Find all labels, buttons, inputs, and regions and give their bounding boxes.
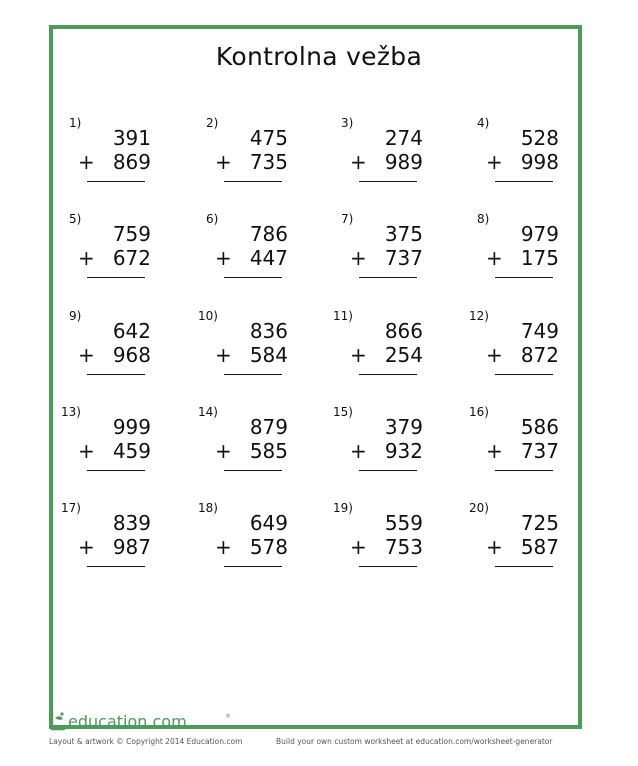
addend-top: 839 (112, 511, 151, 535)
addend-bottom: 737 (384, 246, 423, 270)
addend-top: 879 (249, 415, 288, 439)
addend-bottom: 447 (249, 246, 288, 270)
addend-top: 999 (112, 415, 151, 439)
problem-number: 18) (198, 501, 218, 515)
answer-line (224, 181, 282, 182)
addend-top: 475 (249, 126, 288, 150)
plus-sign: + (350, 343, 367, 367)
plus-sign: + (350, 535, 367, 559)
logo-registered-mark: ® (225, 713, 231, 720)
addend-top: 274 (384, 126, 423, 150)
problem-number: 16) (469, 405, 489, 419)
problem-19 (323, 501, 433, 581)
plus-sign: + (78, 246, 95, 270)
addend-top: 749 (520, 319, 559, 343)
problem-number: 10) (198, 309, 218, 323)
addend-top: 836 (249, 319, 288, 343)
plus-sign: + (350, 439, 367, 463)
problem-6 (188, 212, 298, 292)
plus-sign: + (78, 343, 95, 367)
plus-sign: + (78, 535, 95, 559)
addend-bottom: 585 (249, 439, 288, 463)
addend-bottom: 459 (112, 439, 151, 463)
answer-line (224, 374, 282, 375)
addend-top: 759 (112, 222, 151, 246)
problem-number: 6) (206, 212, 219, 226)
answer-line (87, 470, 145, 471)
plus-sign: + (350, 246, 367, 270)
problem-10 (188, 309, 298, 389)
problem-15 (323, 405, 433, 485)
plus-sign: + (215, 439, 232, 463)
problem-20 (459, 501, 569, 581)
answer-line (224, 470, 282, 471)
addend-top: 559 (384, 511, 423, 535)
problem-17 (51, 501, 161, 581)
addend-bottom: 989 (384, 150, 423, 174)
addend-top: 649 (249, 511, 288, 535)
addend-top: 375 (384, 222, 423, 246)
answer-line (87, 374, 145, 375)
plus-sign: + (215, 246, 232, 270)
problem-number: 4) (477, 116, 490, 130)
answer-line (87, 181, 145, 182)
problem-14 (188, 405, 298, 485)
problem-8 (459, 212, 569, 292)
addend-bottom: 672 (112, 246, 151, 270)
plus-sign: + (350, 150, 367, 174)
problem-number: 5) (69, 212, 82, 226)
problem-number: 9) (69, 309, 82, 323)
addend-top: 866 (384, 319, 423, 343)
plus-sign: + (486, 439, 503, 463)
addend-top: 725 (520, 511, 559, 535)
copyright-text: Layout & artwork © Copyright 2014 Education.com (49, 737, 243, 746)
addend-bottom: 869 (112, 150, 151, 174)
problem-number: 7) (341, 212, 354, 226)
answer-line (495, 566, 553, 567)
answer-line (359, 374, 417, 375)
addend-bottom: 578 (249, 535, 288, 559)
answer-line (87, 566, 145, 567)
problem-1 (51, 116, 161, 196)
problem-number: 14) (198, 405, 218, 419)
plus-sign: + (215, 150, 232, 174)
plus-sign: + (486, 343, 503, 367)
addend-bottom: 587 (520, 535, 559, 559)
problem-4 (459, 116, 569, 196)
logo-text: education.com (68, 712, 187, 731)
addend-top: 642 (112, 319, 151, 343)
answer-line (495, 374, 553, 375)
problem-number: 3) (341, 116, 354, 130)
problem-12 (459, 309, 569, 389)
problem-18 (188, 501, 298, 581)
addend-top: 586 (520, 415, 559, 439)
addend-top: 528 (520, 126, 559, 150)
problem-3 (323, 116, 433, 196)
worksheet-title: Kontrolna vežba (215, 42, 423, 71)
addend-bottom: 872 (520, 343, 559, 367)
plus-sign: + (486, 246, 503, 270)
plus-sign: + (78, 150, 95, 174)
problem-13 (51, 405, 161, 485)
problem-number: 19) (333, 501, 353, 515)
problem-9 (51, 309, 161, 389)
problem-number: 2) (206, 116, 219, 130)
problem-number: 15) (333, 405, 353, 419)
problem-number: 17) (61, 501, 81, 515)
answer-line (359, 277, 417, 278)
problem-number: 1) (69, 116, 82, 130)
problem-number: 11) (333, 309, 353, 323)
answer-line (359, 470, 417, 471)
problem-16 (459, 405, 569, 485)
addend-top: 786 (249, 222, 288, 246)
plus-sign: + (486, 535, 503, 559)
answer-line (359, 181, 417, 182)
addend-bottom: 737 (520, 439, 559, 463)
addend-bottom: 987 (112, 535, 151, 559)
addend-bottom: 968 (112, 343, 151, 367)
plus-sign: + (486, 150, 503, 174)
problem-number: 12) (469, 309, 489, 323)
problem-number: 8) (477, 212, 490, 226)
addend-bottom: 735 (249, 150, 288, 174)
answer-line (359, 566, 417, 567)
answer-line (495, 277, 553, 278)
problem-5 (51, 212, 161, 292)
answer-line (224, 277, 282, 278)
problem-11 (323, 309, 433, 389)
addend-bottom: 584 (249, 343, 288, 367)
addend-bottom: 753 (384, 535, 423, 559)
addend-bottom: 998 (520, 150, 559, 174)
problem-2 (188, 116, 298, 196)
answer-line (224, 566, 282, 567)
problem-number: 13) (61, 405, 81, 419)
answer-line (495, 181, 553, 182)
worksheet-generator-link[interactable]: Build your own custom worksheet at education.com/worksheet-generator (276, 737, 553, 746)
addend-bottom: 254 (384, 343, 423, 367)
plus-sign: + (215, 343, 232, 367)
plus-sign: + (215, 535, 232, 559)
addend-top: 979 (520, 222, 559, 246)
addend-top: 379 (384, 415, 423, 439)
problem-number: 20) (469, 501, 489, 515)
answer-line (87, 277, 145, 278)
addend-bottom: 175 (520, 246, 559, 270)
answer-line (495, 470, 553, 471)
addend-bottom: 932 (384, 439, 423, 463)
addend-top: 391 (112, 126, 151, 150)
education-logo-icon (49, 709, 67, 731)
plus-sign: + (78, 439, 95, 463)
problem-7 (323, 212, 433, 292)
